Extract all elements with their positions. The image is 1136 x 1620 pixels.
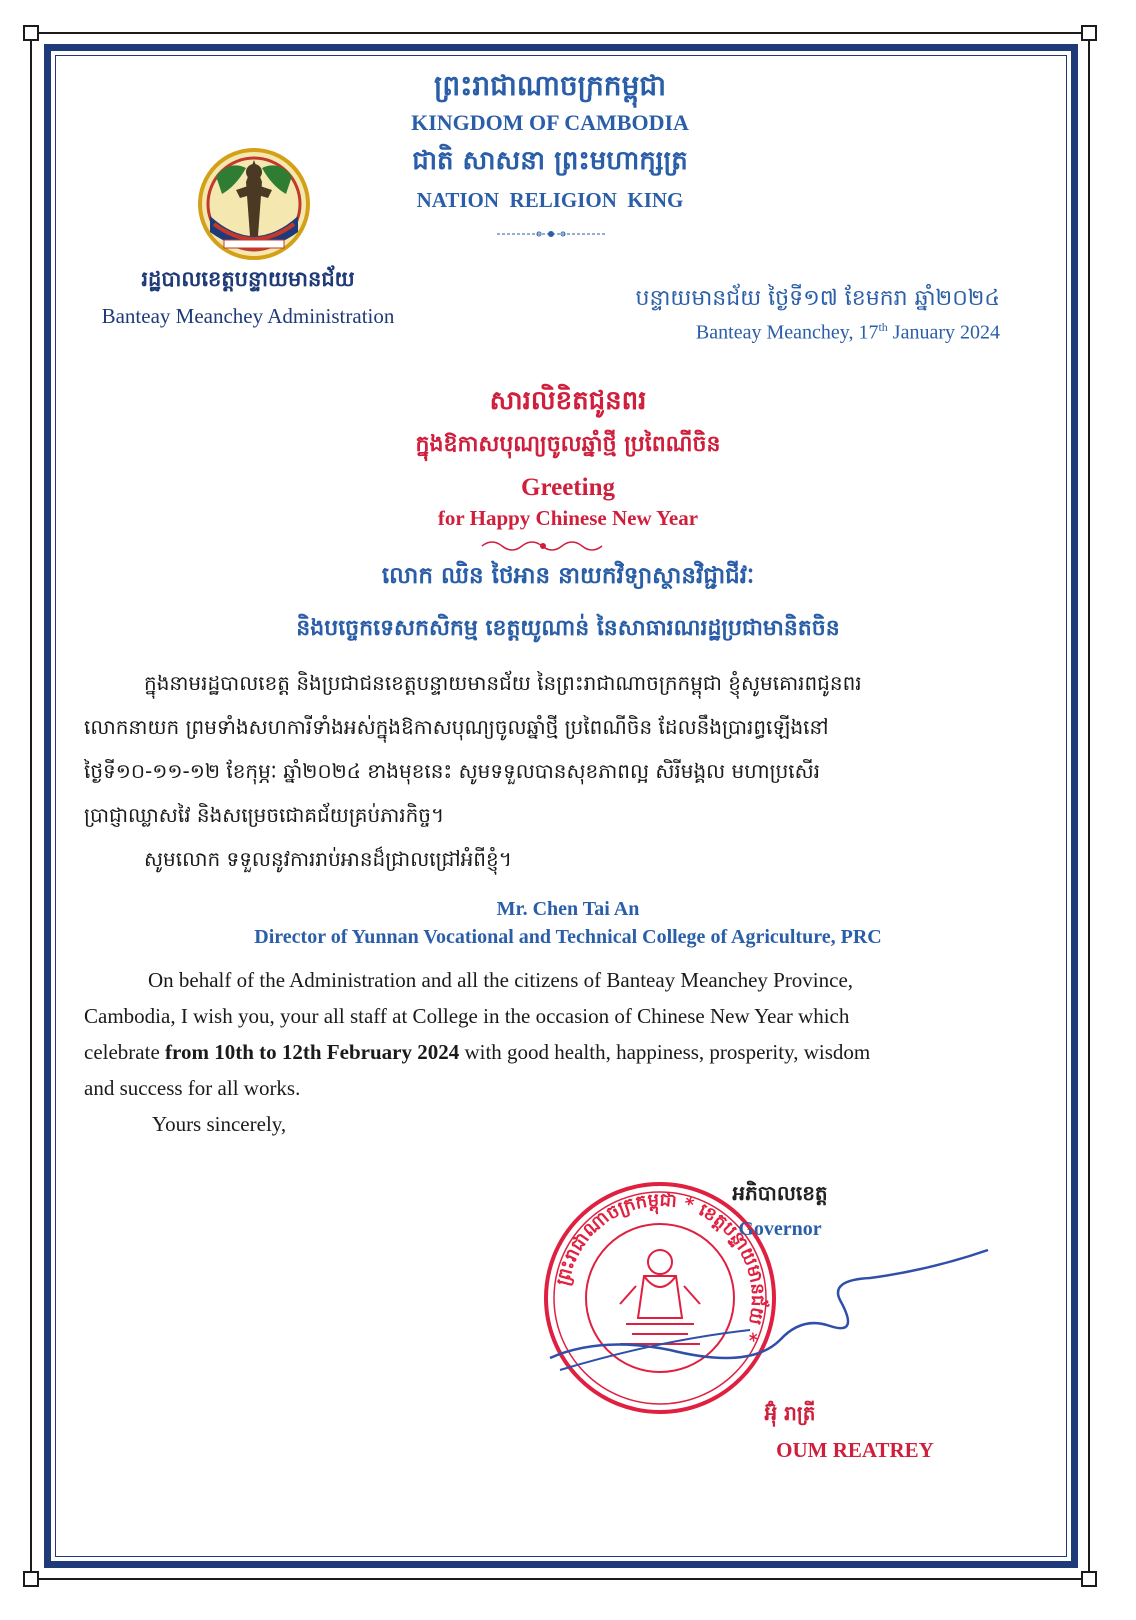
recipient-khmer-line1: លោក ឈិន ថៃអាន នាយកវិទ្យាស្ថានវិជ្ជាជីវៈ (381, 563, 755, 589)
border-corner-ornament (23, 25, 39, 41)
administration-name-khmer: រដ្ឋបាលខេត្តបន្ទាយមានជ័យ (141, 267, 355, 291)
recipient-khmer-line2: និងបច្ចេកទេសកសិកម្ម ខេត្តយូណាន់ នៃសាធារណរដ្ឋប្រជាមានិតចិន (296, 616, 840, 641)
body-khmer-line5: សូមលោក ទទួលនូវការរាប់អានដ៏ជ្រាលជ្រៅអំពីខ្ញុំ។ (144, 847, 512, 871)
governor-title-khmer: អភិបាលខេត្ត (732, 1181, 828, 1205)
border-corner-ornament (1081, 25, 1097, 41)
title-divider-ornament (478, 538, 608, 552)
border-corner-ornament (23, 1571, 39, 1587)
date-english-ordinal: th (878, 320, 888, 334)
motto-english: NATION RELIGION KING (416, 188, 684, 212)
date-khmer: បន្ទាយមានជ័យ ថ្ងៃទី១៧ ខែមករា ឆ្នាំ២០២៤ (635, 286, 1000, 311)
body-english-line3-start: celebrate (84, 1040, 166, 1064)
body-english-line2: Cambodia, I wish you, your all staff at College in the occasion of Chinese New Year which (84, 1004, 850, 1028)
body-khmer-line3: ថ្ងៃទី១០-១១-១២ ខែកុម្ភៈ ឆ្នាំ២០២៤ ខាងមុខនេះ សូមទទួលបានសុខភាពល្អ សិរីមង្គល មហាប្រសើរ (84, 759, 821, 783)
body-english-line4: and success for all works. (84, 1076, 301, 1100)
recipient-english-title: Director of Yunnan Vocational and Technical College of Agriculture, PRC (254, 926, 882, 948)
province-emblem-icon (196, 146, 312, 266)
title-english-line1: Greeting (521, 474, 615, 501)
governor-name-khmer: អ៊ុំ រាត្រី (764, 1401, 816, 1425)
motto-khmer: ជាតិ សាសនា ព្រះមហាក្សត្រ (412, 146, 688, 176)
body-khmer-line1: ក្នុងនាមរដ្ឋបាលខេត្ត និងប្រជាជនខេត្តបន្ទាយមានជ័យ នៃព្រះរាជាណាចក្រកម្ពុជា ខ្ញុំសូមគោរពជូនពរ (144, 671, 862, 695)
governor-name-english: OUM REATREY (776, 1438, 934, 1462)
celebration-dates: from 10th to 12th February 2024 (165, 1040, 460, 1064)
date-english (560, 320, 1000, 345)
body-khmer-line2: លោកនាយក ព្រមទាំងសហការីទាំងអស់ក្នុងឱកាសបុណ្យចូលឆ្នាំថ្មី ប្រពៃណីចិន ដែលនឹងប្រារព្ធឡើងនៅ (84, 715, 829, 739)
governor-title-english: Governor (738, 1218, 822, 1240)
header-divider-ornament (495, 228, 607, 240)
body-english-line3-end: with good health, happiness, prosperity, wisdom (459, 1040, 871, 1064)
border-corner-ornament (1081, 1571, 1097, 1587)
closing-phrase: Yours sincerely, (152, 1112, 287, 1136)
title-khmer-line1: សារលិខិតជូនពរ (489, 386, 647, 416)
stamp-ring-text: ព្រះរាជាណាចក្រកម្ពុជា * ខេត្តបន្ទាយមានជ័យ * (552, 1189, 769, 1345)
kingdom-khmer: ព្រះរាជាណាចក្រកម្ពុជា (433, 69, 666, 102)
body-english-line3 (84, 1034, 1004, 1070)
administration-name-english: Banteay Meanchey Administration (101, 304, 395, 328)
date-english-prefix: Banteay Meanchey, 17 (695, 321, 879, 344)
body-khmer-line4: ប្រាជ្ញាឈ្លាសវៃ និងសម្រេចជោគជ័យគ្រប់ភារកិច្ច។ (84, 803, 445, 827)
recipient-english-name: Mr. Chen Tai An (496, 898, 640, 920)
body-english-line1: On behalf of the Administration and all the citizens of Banteay Meanchey Province, (148, 968, 854, 992)
kingdom-english: KINGDOM OF CAMBODIA (411, 110, 689, 135)
title-english-line2: for Happy Chinese New Year (437, 506, 699, 530)
title-khmer-line2: ក្នុងឱកាសបុណ្យចូលឆ្នាំថ្មី ប្រពៃណីចិន (415, 432, 721, 457)
date-english-suffix: January 2024 (887, 321, 1000, 344)
governor-signature-icon (540, 1240, 1000, 1380)
